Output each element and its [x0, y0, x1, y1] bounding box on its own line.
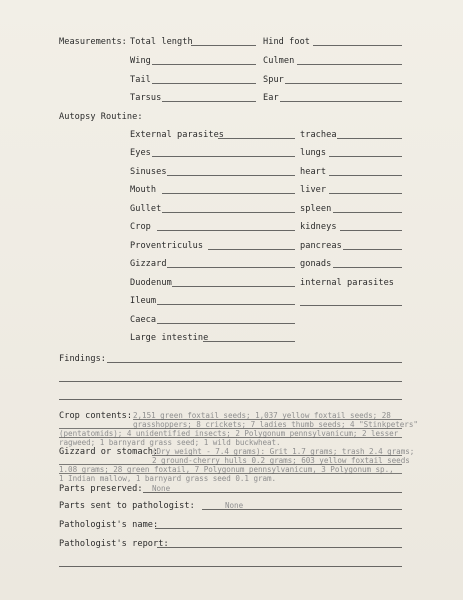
gonads-label: gonads [300, 259, 332, 269]
hind-foot-field[interactable] [313, 45, 402, 46]
sinuses-field[interactable] [167, 175, 295, 176]
total-length-label: Total length [130, 37, 193, 47]
liver-label: liver [300, 185, 327, 195]
pathologist-report-label: Pathologist's report: [59, 539, 169, 549]
spleen-field[interactable] [333, 212, 402, 213]
gizzard-label: Gizzard [130, 259, 167, 269]
crop-contents-field-line-3[interactable] [59, 437, 402, 438]
internal-parasites-field[interactable] [300, 305, 402, 306]
duodenum-label: Duodenum [130, 278, 172, 288]
proventriculus-label: Proventriculus [130, 241, 204, 251]
ear-label: Ear [263, 93, 279, 103]
spleen-label: spleen [300, 204, 332, 214]
caeca-label: Caeca [130, 315, 157, 325]
crop-contents-line-3: (pentatomids); 4 unidentified insects; 2 Polygonum pennsylvanicum; 2 lesser [59, 429, 399, 438]
pancreas-label: pancreas [300, 241, 342, 251]
parts-preserved-value: None [152, 484, 171, 493]
parts-sent-label: Parts sent to pathologist: [59, 501, 195, 511]
tail-field[interactable] [152, 83, 256, 84]
crop-label: Crop [130, 222, 151, 232]
lungs-label: lungs [300, 148, 327, 158]
spur-label: Spur [263, 75, 284, 85]
pathologist-report-field-line-2[interactable] [59, 566, 402, 567]
gizzard-stomach-field-line-1[interactable] [152, 455, 402, 456]
pancreas-field[interactable] [343, 249, 402, 250]
gizzard-stomach-field-line-3[interactable] [59, 473, 402, 474]
duodenum-field[interactable] [172, 286, 295, 287]
crop-contents-line-4: ragweed; 1 barnyard grass seed; 1 wild buckwheat. [59, 438, 281, 447]
tarsus-field[interactable] [162, 101, 256, 102]
findings-field-line-1[interactable] [107, 362, 402, 363]
spur-field[interactable] [285, 83, 402, 84]
kidneys-field[interactable] [340, 230, 402, 231]
crop-contents-label: Crop contents: [59, 411, 133, 421]
external-parasites-field[interactable] [218, 138, 295, 139]
trachea-label: trachea [300, 130, 337, 140]
findings-field-line-3[interactable] [59, 399, 402, 400]
ileum-label: Ileum [130, 296, 157, 306]
eyes-field[interactable] [152, 156, 295, 157]
wing-label: Wing [130, 56, 151, 66]
pathologist-report-field-line-1[interactable] [157, 547, 402, 548]
lungs-field[interactable] [329, 156, 402, 157]
tarsus-label: Tarsus [130, 93, 162, 103]
gizzard-stomach-field-line-2[interactable] [59, 464, 402, 465]
gizzard-field[interactable] [167, 267, 295, 268]
findings-field-line-2[interactable] [59, 381, 402, 382]
liver-field[interactable] [329, 193, 402, 194]
parts-preserved-label: Parts preserved: [59, 484, 143, 494]
eyes-label: Eyes [130, 148, 151, 158]
heart-label: heart [300, 167, 327, 177]
gizzard-stomach-label: Gizzard or stomach: [59, 447, 159, 457]
culmen-label: Culmen [263, 56, 295, 66]
crop-field[interactable] [157, 230, 295, 231]
crop-contents-field-line-2[interactable] [59, 428, 402, 429]
caeca-field[interactable] [157, 323, 295, 324]
large-intestine-label: Large intestine [130, 333, 209, 343]
crop-contents-field-line-1[interactable] [133, 419, 402, 420]
kidneys-label: kidneys [300, 222, 337, 232]
tail-label: Tail [130, 75, 151, 85]
external-parasites-label: External parasites [130, 130, 225, 140]
gizzard-stomach-line-1: (Dry weight - 7.4 grams): Grit 1.7 grams; trash 2.4 grams; [152, 447, 415, 456]
heart-field[interactable] [329, 175, 402, 176]
mouth-label: Mouth [130, 185, 157, 195]
findings-label: Findings: [59, 354, 107, 364]
gullet-field[interactable] [162, 212, 295, 213]
crop-contents-line-1: 2,151 green foxtail seeds; 1,037 yellow foxtail seeds; 28 [133, 411, 391, 420]
internal-parasites-label: internal parasites [300, 278, 395, 288]
gullet-label: Gullet [130, 204, 162, 214]
crop-contents-line-2: grasshoppers; 8 crickets; 7 ladies thumb seeds; 4 "Stinkpeters" [133, 420, 418, 429]
wing-field[interactable] [152, 64, 256, 65]
ileum-field[interactable] [157, 304, 295, 305]
trachea-field[interactable] [337, 138, 402, 139]
total-length-field[interactable] [191, 45, 256, 46]
gizzard-stomach-line-2: 2 ground-cherry hulls 0.2 grams; 603 yellow foxtail seeds [152, 456, 410, 465]
measurements-label: Measurements: [59, 37, 127, 47]
culmen-field[interactable] [297, 64, 402, 65]
pathologist-name-field[interactable] [155, 528, 402, 529]
large-intestine-field[interactable] [203, 341, 295, 342]
gonads-field[interactable] [333, 267, 402, 268]
pathologist-name-label: Pathologist's name: [59, 520, 159, 530]
proventriculus-field[interactable] [208, 249, 295, 250]
gizzard-stomach-line-4: 1 Indian mallow, 1 barnyard grass seed 0.1 gram. [59, 474, 277, 483]
ear-field[interactable] [280, 101, 402, 102]
gizzard-stomach-line-3: 1.08 grams; 28 green foxtail, 7 Polygonum pennsylvanicum, 3 Polygonum sp., [59, 465, 394, 474]
sinuses-label: Sinuses [130, 167, 167, 177]
parts-preserved-field[interactable] [143, 492, 402, 493]
autopsy-routine-label: Autopsy Routine: [59, 112, 143, 122]
hind-foot-label: Hind foot [263, 37, 311, 47]
parts-sent-value: None [225, 501, 244, 510]
mouth-field[interactable] [162, 193, 295, 194]
